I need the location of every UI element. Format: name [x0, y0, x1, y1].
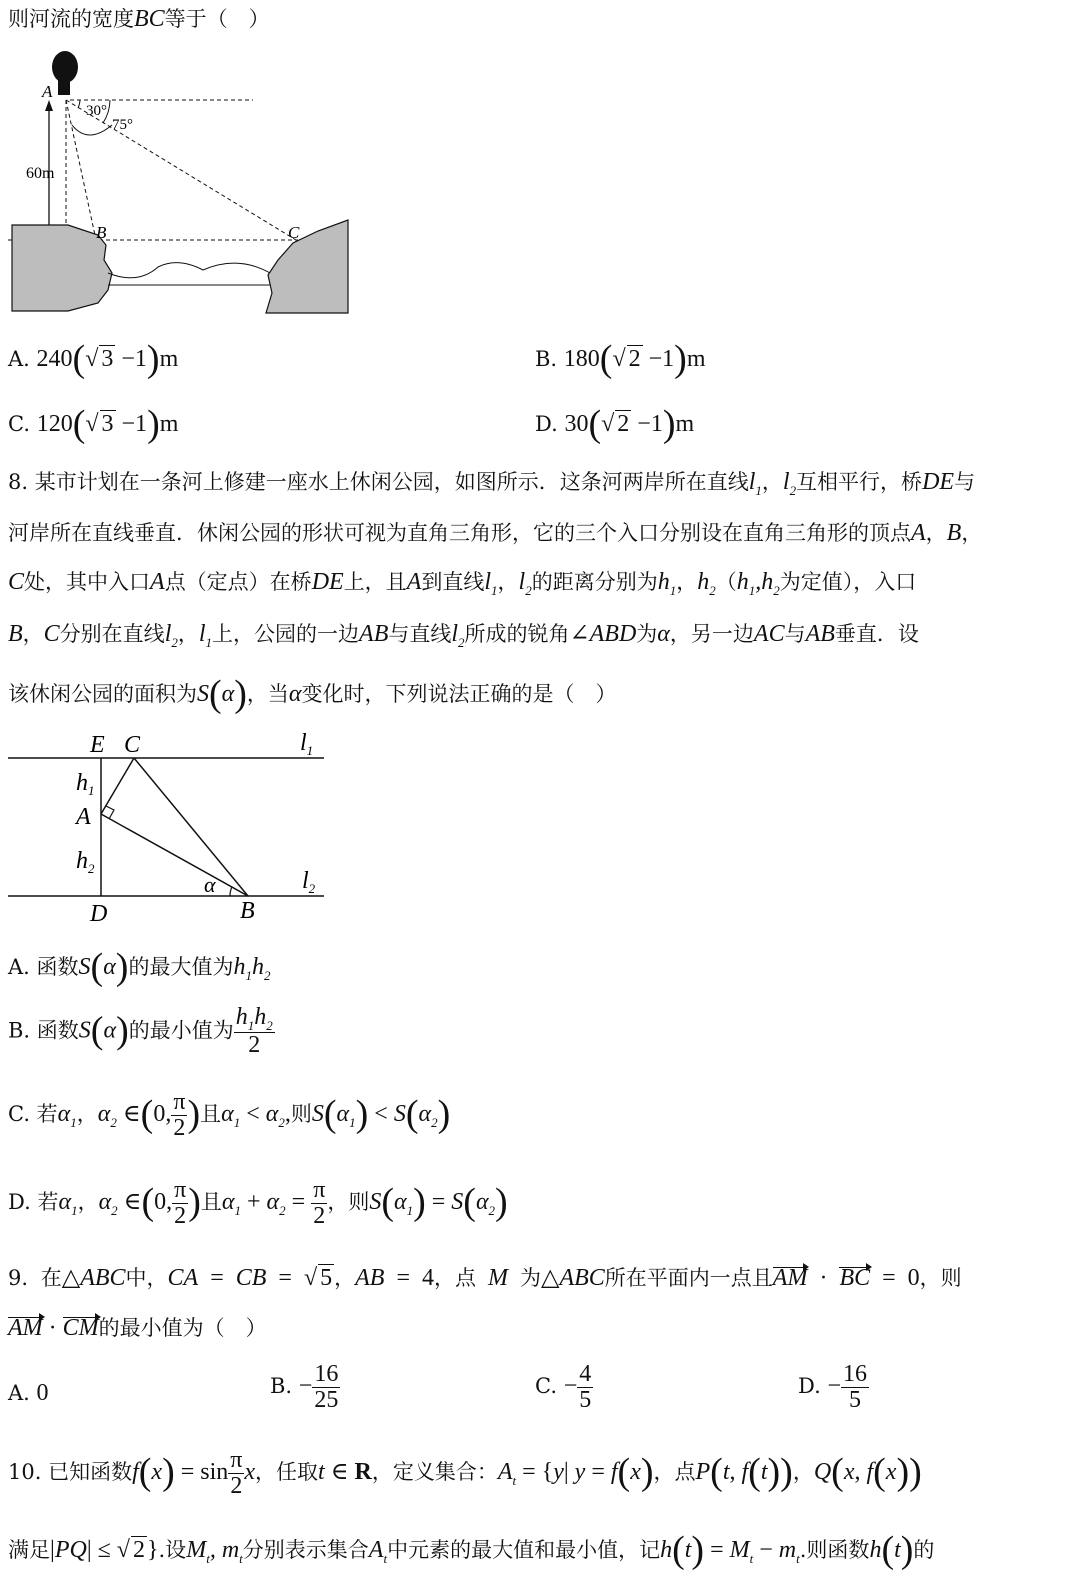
q7-angle-75: 75° — [112, 117, 133, 133]
q7-option-c[interactable]: C. 120(√ 3 −1)m — [8, 403, 179, 445]
q7-option-b[interactable]: B. 180(√ 2 −1)m — [535, 338, 706, 380]
q8-label-l2: $l_2$ — [302, 868, 316, 896]
q9-option-d[interactable]: D. − $\frac{16}{5}$ — [798, 1361, 867, 1414]
q8-option-a[interactable]: A. 函数S(α)的最大值为$h_1h_2$ — [8, 946, 271, 988]
q7-label-A: A — [42, 82, 53, 101]
lighthouse-post — [58, 75, 70, 95]
q7-stem: 则河流的宽度BC等于（ ） — [8, 6, 270, 32]
q7-label-B: B — [96, 223, 107, 242]
q7-option-a[interactable]: A. 240(√ 3 −1)m — [8, 338, 179, 380]
q9-stem-line-1: 9. 在△ABC中，CA = CB = √ 5，AB = 4，点 M 为△ABC所在平面内一点且AM · BC = 0，则 — [8, 1265, 962, 1291]
q9-stem-line-2: AM · CM的最小值为（ ） — [8, 1315, 267, 1341]
q10-stem-line-2: 满足|PQ| ≤ √ 2}.设$M_t$, $m_t$分别表示集合$A_t$中元素的最大值和最小值，记$h(t) = M_t - m_t$.则函数h(t)的 — [8, 1529, 935, 1571]
q8-label-alpha: α — [204, 872, 216, 897]
q8-option-c[interactable]: C. 若$\alpha_1$，$\alpha_2$ ∈(0, $\frac{\pi}{2}$ )且$\alpha_1 < \alpha_2$,则$S(\alpha_1) < S(\alpha_2)$ — [8, 1089, 451, 1142]
q7-angle-30: 30° — [86, 103, 107, 119]
q8-label-A: A — [76, 804, 91, 830]
q8-label-l1: $l_1$ — [300, 730, 314, 758]
q8-label-h1: $h_1$ — [76, 770, 95, 798]
q7-river-figure — [8, 45, 353, 320]
q8-option-d[interactable]: D. 若$\alpha_1$，$\alpha_2$ ∈(0, $\frac{\pi}{2}$ )且$\alpha_1 + \alpha_2$ = $\frac{\pi}{2}$ ，则$S(\alpha_1) = S(\alpha_2)$ — [8, 1177, 508, 1230]
q8-option-b[interactable]: B. 函数S(α)的最小值为 $\frac{h_1h_2}{2}$ — [8, 1004, 273, 1059]
q8-stem-line-1: 8. 某市计划在一条河上修建一座水上休闲公园，如图所示．这条河两岸所在直线$l_1$，$l_2$互相平行，桥DE与 — [8, 469, 976, 498]
q8-label-h2: $h_2$ — [76, 848, 95, 876]
q8-stem-line-5: 该休闲公园的面积为S(α)，当α变化时，下列说法正确的是（ ） — [8, 673, 617, 715]
q9-option-c[interactable]: C. − $\frac{4}{5}$ — [535, 1361, 592, 1414]
q8-label-E: E — [90, 732, 105, 758]
q9-option-a[interactable]: A. 0 — [8, 1380, 49, 1406]
q9-option-b[interactable]: B. − $\frac{16}{25}$ — [270, 1361, 339, 1414]
q8-park-figure — [8, 728, 328, 928]
q8-label-D: D — [90, 901, 108, 927]
q10-stem-line-1: 10. 已知函数f(x) = sin $\frac{\pi}{2}$ x，任取t ∈ R，定义集合：$A_t = \{y|$ y = f(x)，点P(t, f(t))，Q(x, f(x)) — [8, 1447, 922, 1500]
q7-height-label: 60m — [26, 165, 55, 182]
q7-option-d[interactable]: D. 30(√ 2 −1)m — [535, 403, 695, 445]
q8-stem-line-2: 河岸所在直线垂直．休闲公园的形状可视为直角三角形，它的三个入口分别设在直角三角形的顶点A，B， — [8, 520, 983, 546]
q8-stem-line-3: C处，其中入口A点（定点）在桥DE上，且A到直线$l_1$，$l_2$的距离分别为$h_1$，$h_2(h_1,h_2$为定值），入口 — [8, 569, 917, 598]
q8-label-B: B — [240, 898, 255, 924]
q8-label-C: C — [124, 732, 141, 758]
q7-label-C: C — [288, 223, 300, 242]
q8-stem-line-4: B，C分别在直线$l_2$，$l_1$上，公园的一边AB与直线$l_2$所成的锐角∠ABD为α，另一边AC与AB垂直．设 — [8, 621, 919, 650]
right-bank — [266, 220, 348, 313]
